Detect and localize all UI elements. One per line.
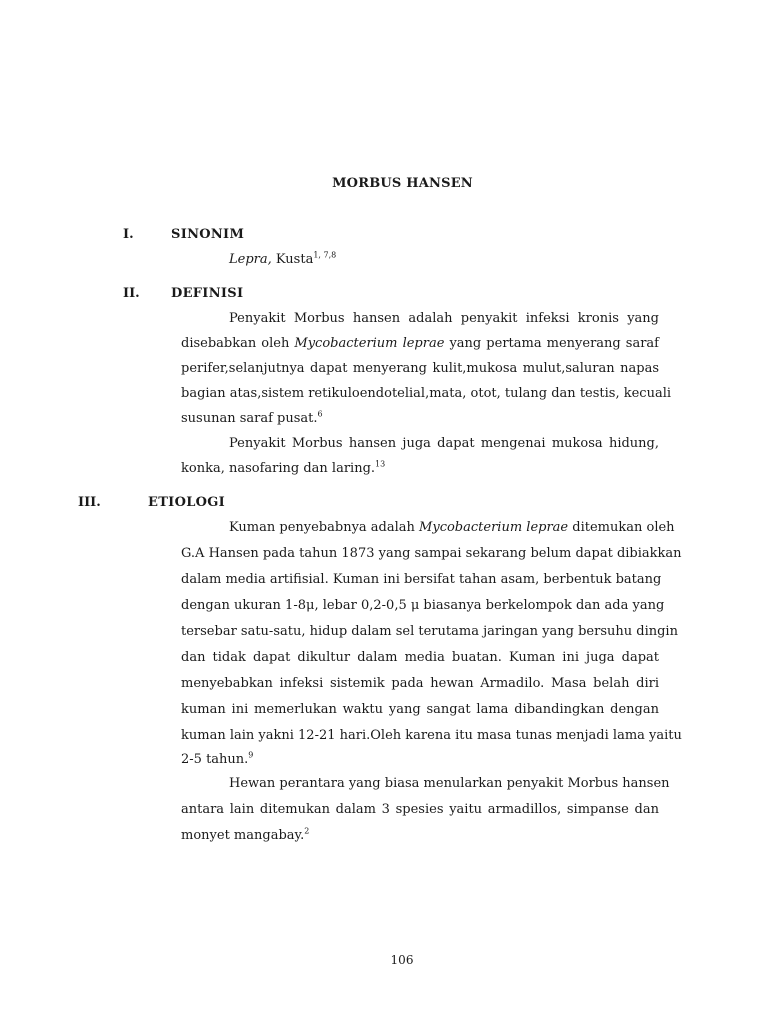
etiologi-ref: 2 xyxy=(304,826,310,836)
etiologi-line: menyebabkan infeksi sistemik pada hewan Armadilo. Masa belah diri xyxy=(181,676,659,691)
etiologi-line: monyet mangabay.$^2$ xyxy=(181,826,310,843)
etiologi-line: kuman lain yakni 12-21 hari.Oleh karena itu masa tunas menjadi lama yaitu xyxy=(181,728,682,743)
section-number-sinonim: I. xyxy=(123,227,134,242)
etiologi-line: kuman ini memerlukan waktu yang sangat lama dibandingkan dengan xyxy=(181,702,659,717)
section-heading-definisi: DEFINISI xyxy=(171,286,244,301)
etiologi-ref: 9 xyxy=(248,750,254,760)
sinonim-kusta: Kusta xyxy=(271,252,314,267)
definisi-line: susunan saraf pusat.$^6$ xyxy=(181,409,323,426)
sinonim-refs: 1, 7,8 xyxy=(313,250,337,260)
etiologi-line: Hewan perantara yang biasa menularkan penyakit Morbus hansen xyxy=(229,776,670,791)
definisi-ref: 6 xyxy=(317,409,323,419)
definisi-line: perifer,selanjutnya dapat menyerang kulit,mukosa mulut,saluran napas xyxy=(181,361,659,376)
etiologi-line: 2-5 tahun.$^9$ xyxy=(181,750,254,767)
sinonim-lepra: Lepra, xyxy=(229,252,272,267)
section-number-etiologi: III. xyxy=(78,495,101,510)
definisi-line: Penyakit Morbus hansen adalah penyakit infeksi kronis yang xyxy=(229,311,659,326)
etiologi-line: dalam media artifisial. Kuman ini bersifat tahan asam, berbentuk batang xyxy=(181,572,662,587)
etiologi-line: dan tidak dapat dikultur dalam media buatan. Kuman ini juga dapat xyxy=(181,650,659,665)
document-title: MORBUS HANSEN xyxy=(332,176,473,191)
definisi-line: Penyakit Morbus hansen juga dapat mengenai mukosa hidung, xyxy=(229,436,659,451)
etiologi-line: G.A Hansen pada tahun 1873 yang sampai sekarang belum dapat dibiakkan xyxy=(181,546,682,561)
page-number: 106 xyxy=(390,953,414,967)
section-heading-sinonim: SINONIM xyxy=(171,227,245,242)
definisi-line: bagian atas,sistem retikuloendotelial,mata, otot, tulang dan testis, kecuali xyxy=(181,386,672,401)
etiologi-line: antara lain ditemukan dalam 3 spesies yaitu armadillos, simpanse dan xyxy=(181,802,659,817)
definisi-line: disebabkan oleh Mycobacterium leprae yang pertama menyerang saraf xyxy=(181,336,659,351)
section-heading-etiologi: ETIOLOGI xyxy=(148,495,226,510)
etiologi-line: Kuman penyebabnya adalah Mycobacterium leprae ditemukan oleh xyxy=(229,520,675,535)
etiologi-line: tersebar satu-satu, hidup dalam sel terutama jaringan yang bersuhu dingin xyxy=(181,624,678,639)
sinonim-line xyxy=(229,252,336,267)
section-number-definisi: II. xyxy=(123,286,140,301)
etiologi-line: dengan ukuran 1-8μ, lebar 0,2-0,5 μ biasanya berkelompok dan ada yang xyxy=(181,598,665,613)
definisi-line: konka, nasofaring dan laring.$^{13}$ xyxy=(181,459,386,476)
definisi-ref: 13 xyxy=(375,459,386,469)
